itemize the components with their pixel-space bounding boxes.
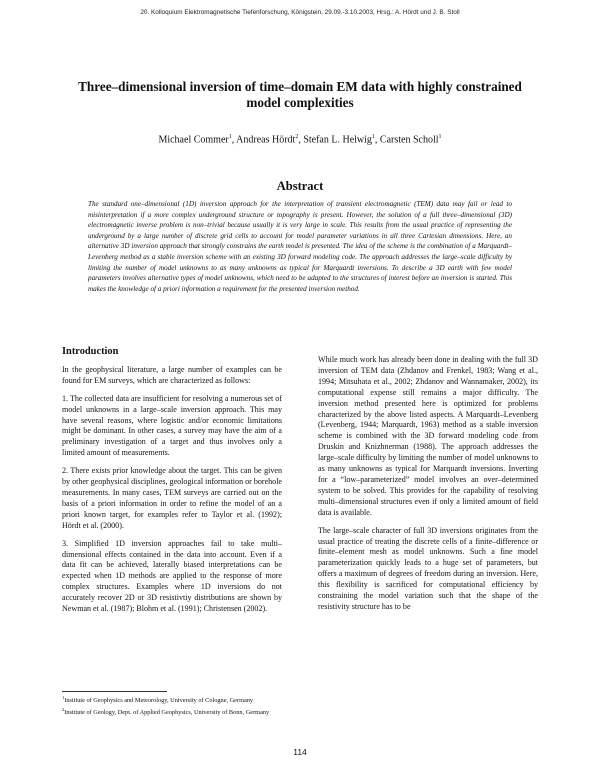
body-paragraph: 3. Simplified 1D inversion approaches fail to take multi–dimensional effects contained in the data into account. Even if a data fit can be achieved, laterally biased interpretations can be expected when 1D methods are applied to the response of more complex structures. Examples where 1D inversions do not accurately recover 2D or 3D resistivtiy distributions are shown by Newman et al. (1987); Blohm et al. (1991); Christensen (2002). bbox=[62, 538, 282, 614]
footnotes bbox=[62, 694, 542, 717]
abstract-heading: Abstract bbox=[276, 179, 324, 193]
body-paragraph: 2. There exists prior knowledge about the target. This can be given by other geophysical disciplines, geological information or borehole measurements. In many cases, TEM surveys are carried out on the basis of a priori information in order to refine the model of an a priori known target, for examples refer to Taylor et al. (1992); Hördt et al. (2000). bbox=[62, 466, 282, 530]
author-name: Carsten Scholl bbox=[379, 134, 439, 146]
body-paragraph: The large–scale character of full 3D inversions originates from the usual practice of treating the discrete cells of a finite–difference or finite–element mesh as model unknowns. Such a fine model parameterization quickly leads to a huge set of parameters, but offers a maximum of degrees of freedom during an inversion. Here, this flexibility is sacrificed for computational efficiency by constraining the model variation such that the shape of the resistivity structure has to be bbox=[318, 525, 538, 611]
affiliation-mark: 1 bbox=[371, 134, 375, 140]
affiliation-mark: 2 bbox=[295, 134, 299, 140]
body-paragraph: While much work has already been done in dealing with the full 3D inversion of TEM data (Zhdanov and Frenkel, 1983; Wang et al., 1994; Mitsuhata et al., 2002; Zhdanov and Wannamaker, 2002), its computational expense still remains a major difficulty. The inversion method presented here is optimized for problems characterized by the above listed aspects. A Marquardt–Levenberg (Levenberg, 1944; Marquardt, 1963) method as a stable inversion scheme is combined with the 3D forward modeling code from Druskin and Knizhnerman (1988). The approach addresses the large–scale difficulty by limiting the number of model unknowns to as many unknowns as typical for Marquardt inversions. Inverting for a “low–parameterized” model involves an over–determined system to be solved. This provides for the capability of resolving multi–dimensional structures even if only a limited amount of field data is available. bbox=[318, 355, 538, 517]
left-column bbox=[62, 347, 282, 622]
section-heading-introduction: Introduction bbox=[62, 346, 119, 357]
footnote: $^1$Institute of Geophysics and Meteorology, University of Cologne, Germany bbox=[62, 695, 254, 705]
body-paragraph: In the geophysical literature, a large number of examples can be found for EM surveys, which are characterized as follows: bbox=[62, 364, 282, 385]
running-header: 20. Kolloquium Elektromagnetische Tiefenforschung, Königstein, 29.09.-3.10.2003, Hrsg.: A. Hördt und J. B. Stoll bbox=[140, 9, 460, 16]
footnote: $^2$Institute of Geology, Dept. of Applied Geophysics, University of Bonn, Germany bbox=[62, 706, 270, 716]
author-name: Stefan L. Helwig bbox=[303, 134, 372, 146]
footnote-divider bbox=[62, 691, 167, 692]
affiliation-mark: 1 bbox=[228, 134, 232, 140]
abstract-text: The standard one–dimensional (1D) inversion approach for the interpretation of transient electromagnetic (TEM) data may fail or lead to misinterpretation if a more complex underground structure or topography is present. However, the solution of a full three–dimensional (3D) electromagnetic inverse problem is non–trivial because usually it is very large in scale. This results from the usual practice of representing the underground by a large number of discrete grid cells to account for model parameter variations in all three Cartesian dimensions. Here, an alternative 3D inversion approach that strongly constrains the earth model is presented. The idea of the scheme is the combination of a Marquardt–Levenberg method as a stable inversion scheme with an existing 3D forward modeling code. The approach addresses the large–scale difficulty by limiting the number of model unknowns to as many unknowns as typical for Marquardt inversions. To describe a 3D earth with few model parameters involves alternative types of model unknowns, which need to be adapted to the structures of interest before an inversion is started. This makes the knowledge of a priori information a requirement for the presented inversion method. bbox=[88, 200, 512, 293]
author-name: Andreas Hördt bbox=[236, 134, 296, 146]
body-paragraph: 1. The collected data are insufficient for resolving a numerous set of model unknowns in a large–scale inversion approach. This may have several reasons, where logistic and/or economic limitations might be dominant. In other cases, a survey may have the aim of a preliminary investigation of a target and thus involves only a limited amount of measurements. bbox=[62, 393, 282, 458]
affiliation-mark: 1 bbox=[438, 134, 442, 140]
right-column bbox=[318, 355, 538, 620]
author-name: Michael Commer bbox=[158, 134, 229, 146]
paper-title: Three–dimensional inversion of time–domain EM data with highly constrained model complexities bbox=[78, 79, 522, 110]
author-list: Michael Commer$^1$, Andreas Hördt$^2$, Stefan L. Helwig$^1$, Carsten Scholl$^1$ bbox=[158, 134, 442, 146]
page-number: 114 bbox=[293, 747, 307, 757]
